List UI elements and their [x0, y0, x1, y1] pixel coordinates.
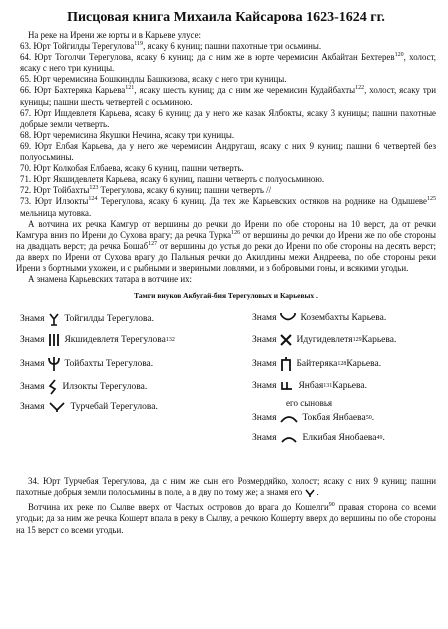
mark-toybakhty: Знамя Тойбахты Терегулова.	[20, 356, 153, 372]
paragraph-sylva: Вотчина их реке по Сылве вверх от Частых островов до врага до Кошелги$^{90}$ правая сторона со всеми угодьи; да за ним же речка Кошерт впала в реку в Сылву, а речкою Кошерту вверх до вершины по обе стороны на 15 верст со всеми угодьи.	[16, 502, 437, 535]
paragraph-votchina: А вотчина их речка Камгур от вершины до речки до Ирени по обе стороны на 10 верст, да от речки Камгура вниз по Ирени до Сухова врагу; да речка Турка$^{126}$ от вершины до речки до Ирени же по обе стороны на двадцать верст; да речка Бошаб$^{127}$ от вершины до устья до реки до Ирени по обе стороны на десять верст; да вверх по Ирени от Сухова врагу до Пальныя речки до Акилдины межи Андреева, по обе стороны реки Ирени з бортными ухожеи, и с рыбными и звериными ловлями, и з бобровыми гоны, и всякими угодьи.	[16, 218, 436, 273]
entry-66: 66. Юрт Бахтеряка Карьева$^{121}$, ясаку шесть куниц; да с ним же черемисин Кудайбахты$^{122}$, холост, ясаку три куницы; пашни шесть четвертей с осьминою.	[20, 85, 436, 107]
mark-toygildy: Знамя Тойгилды Терегулова.	[20, 314, 154, 325]
entry-63: 63. Юрт Тойгилды Терегулова$^{119}$, ясаку 6 куниц; пашни пахотные три осьмины.	[20, 41, 322, 52]
entry-72: 72. Юрт Тойбахты$^{123}$ Терегулова, ясаку 6 куниц; пашни четверть //	[20, 185, 272, 196]
mark-idugidevlet: Знамя Идугидевлетя 129 Карьева.	[252, 335, 397, 346]
v-fork-icon	[47, 401, 67, 413]
entry-67: 67. Юрт Ишдевлетя Карьева, ясаку 6 куниц; да у него же казак Ялбокты, ясаку 3 куницы; пашни пахотные добрые земли четверть.	[20, 107, 436, 129]
bow-icon	[279, 312, 297, 324]
trident-icon	[47, 356, 61, 372]
mark-bayteryak: Знамя Байтеряка 128 Карьева.	[252, 356, 381, 372]
gate-icon	[279, 356, 293, 372]
entry-34: 34. Юрт Турчебая Терегулова, да с ним же сын его Розмердяйко, холост; ясаку с них 9 куниц; пашни пахотные добрыя земли полосьмины в поле, а в дву по тому же; а знамя его .	[16, 476, 436, 498]
triple-bar-icon	[47, 333, 61, 347]
mark-kozembakhty: Знамя Козембахты Карьева.	[252, 313, 387, 324]
mark-yanbay: Знамя Янбая 131 Карьева.	[252, 381, 367, 392]
tamga-caption: Тамги внуков Акбугай-бия Терегуловых и Карьевых .	[134, 291, 318, 301]
arch-small-icon	[279, 432, 299, 444]
arch-icon	[279, 412, 299, 424]
tamga-marks	[16, 300, 436, 476]
mark-tokbay: Знамя Токбая Янбаева 50 .	[252, 413, 375, 424]
kin-label: его сыновья	[286, 398, 333, 409]
page-title: Писцовая книга Михаила Кайсарова 1623-1624 гг.	[67, 10, 385, 25]
s-hook-icon	[47, 379, 59, 395]
x-cross-icon	[279, 333, 293, 347]
entry-70: 70. Юрт Колкобая Елбаева, ясаку 6 куниц, пашни четверть.	[20, 163, 244, 174]
entry-71: 71. Юрт Якшидевлетя Карьева, ясаку 6 куниц, пашни четверть с полуосьминою.	[20, 174, 325, 185]
mark-ilzokty: Знамя Илзокты Терегулова.	[20, 379, 147, 395]
entry-73: 73. Юрт Илзокты$^{124}$ Терегулова, ясаку 6 куниц. Да тех же Карьевских остяков на роднике на Одышеве$^{125}$ мельница мутовка.	[20, 196, 436, 218]
entry-64: 64. Юрт Тоголчи Терегулова, ясаку 6 куниц; да с ним же в юрте черемисин Акбайтан Бехтерев$^{120}$, холост, ясаку с него три куницы.	[20, 52, 437, 74]
y-branch-icon	[47, 312, 61, 326]
entry-69: 69. Юрт Елбая Карьева, да у него же черемисин Андругаш, ясаку с них 9 куниц; пашни 6 четвертей без полуосьмины.	[20, 140, 436, 163]
v-fork-icon	[304, 489, 316, 498]
paragraph-znamena: А знамена Карьевских татара в вотчине их:	[28, 274, 192, 285]
entry-65: 65. Юрт черемисина Бошкиндлы Башкизова, ясаку с него три куницы.	[20, 74, 287, 85]
mark-yakshidevlet: Знамя Якшидевлетя Терегулова 132	[20, 335, 175, 346]
line-intro: На реке на Ирени же юрты и в Карьеве улусе:	[28, 30, 201, 40]
mark-turchebay: Знамя Турчебай Терегулова.	[20, 402, 158, 413]
mark-elkibay: Знамя Елкибая Янобаева 49 .	[252, 433, 385, 444]
entry-68: 68. Юрт черемисина Якушки Нечина, ясаку три куницы.	[20, 129, 235, 140]
hook-bar-icon	[279, 379, 295, 393]
